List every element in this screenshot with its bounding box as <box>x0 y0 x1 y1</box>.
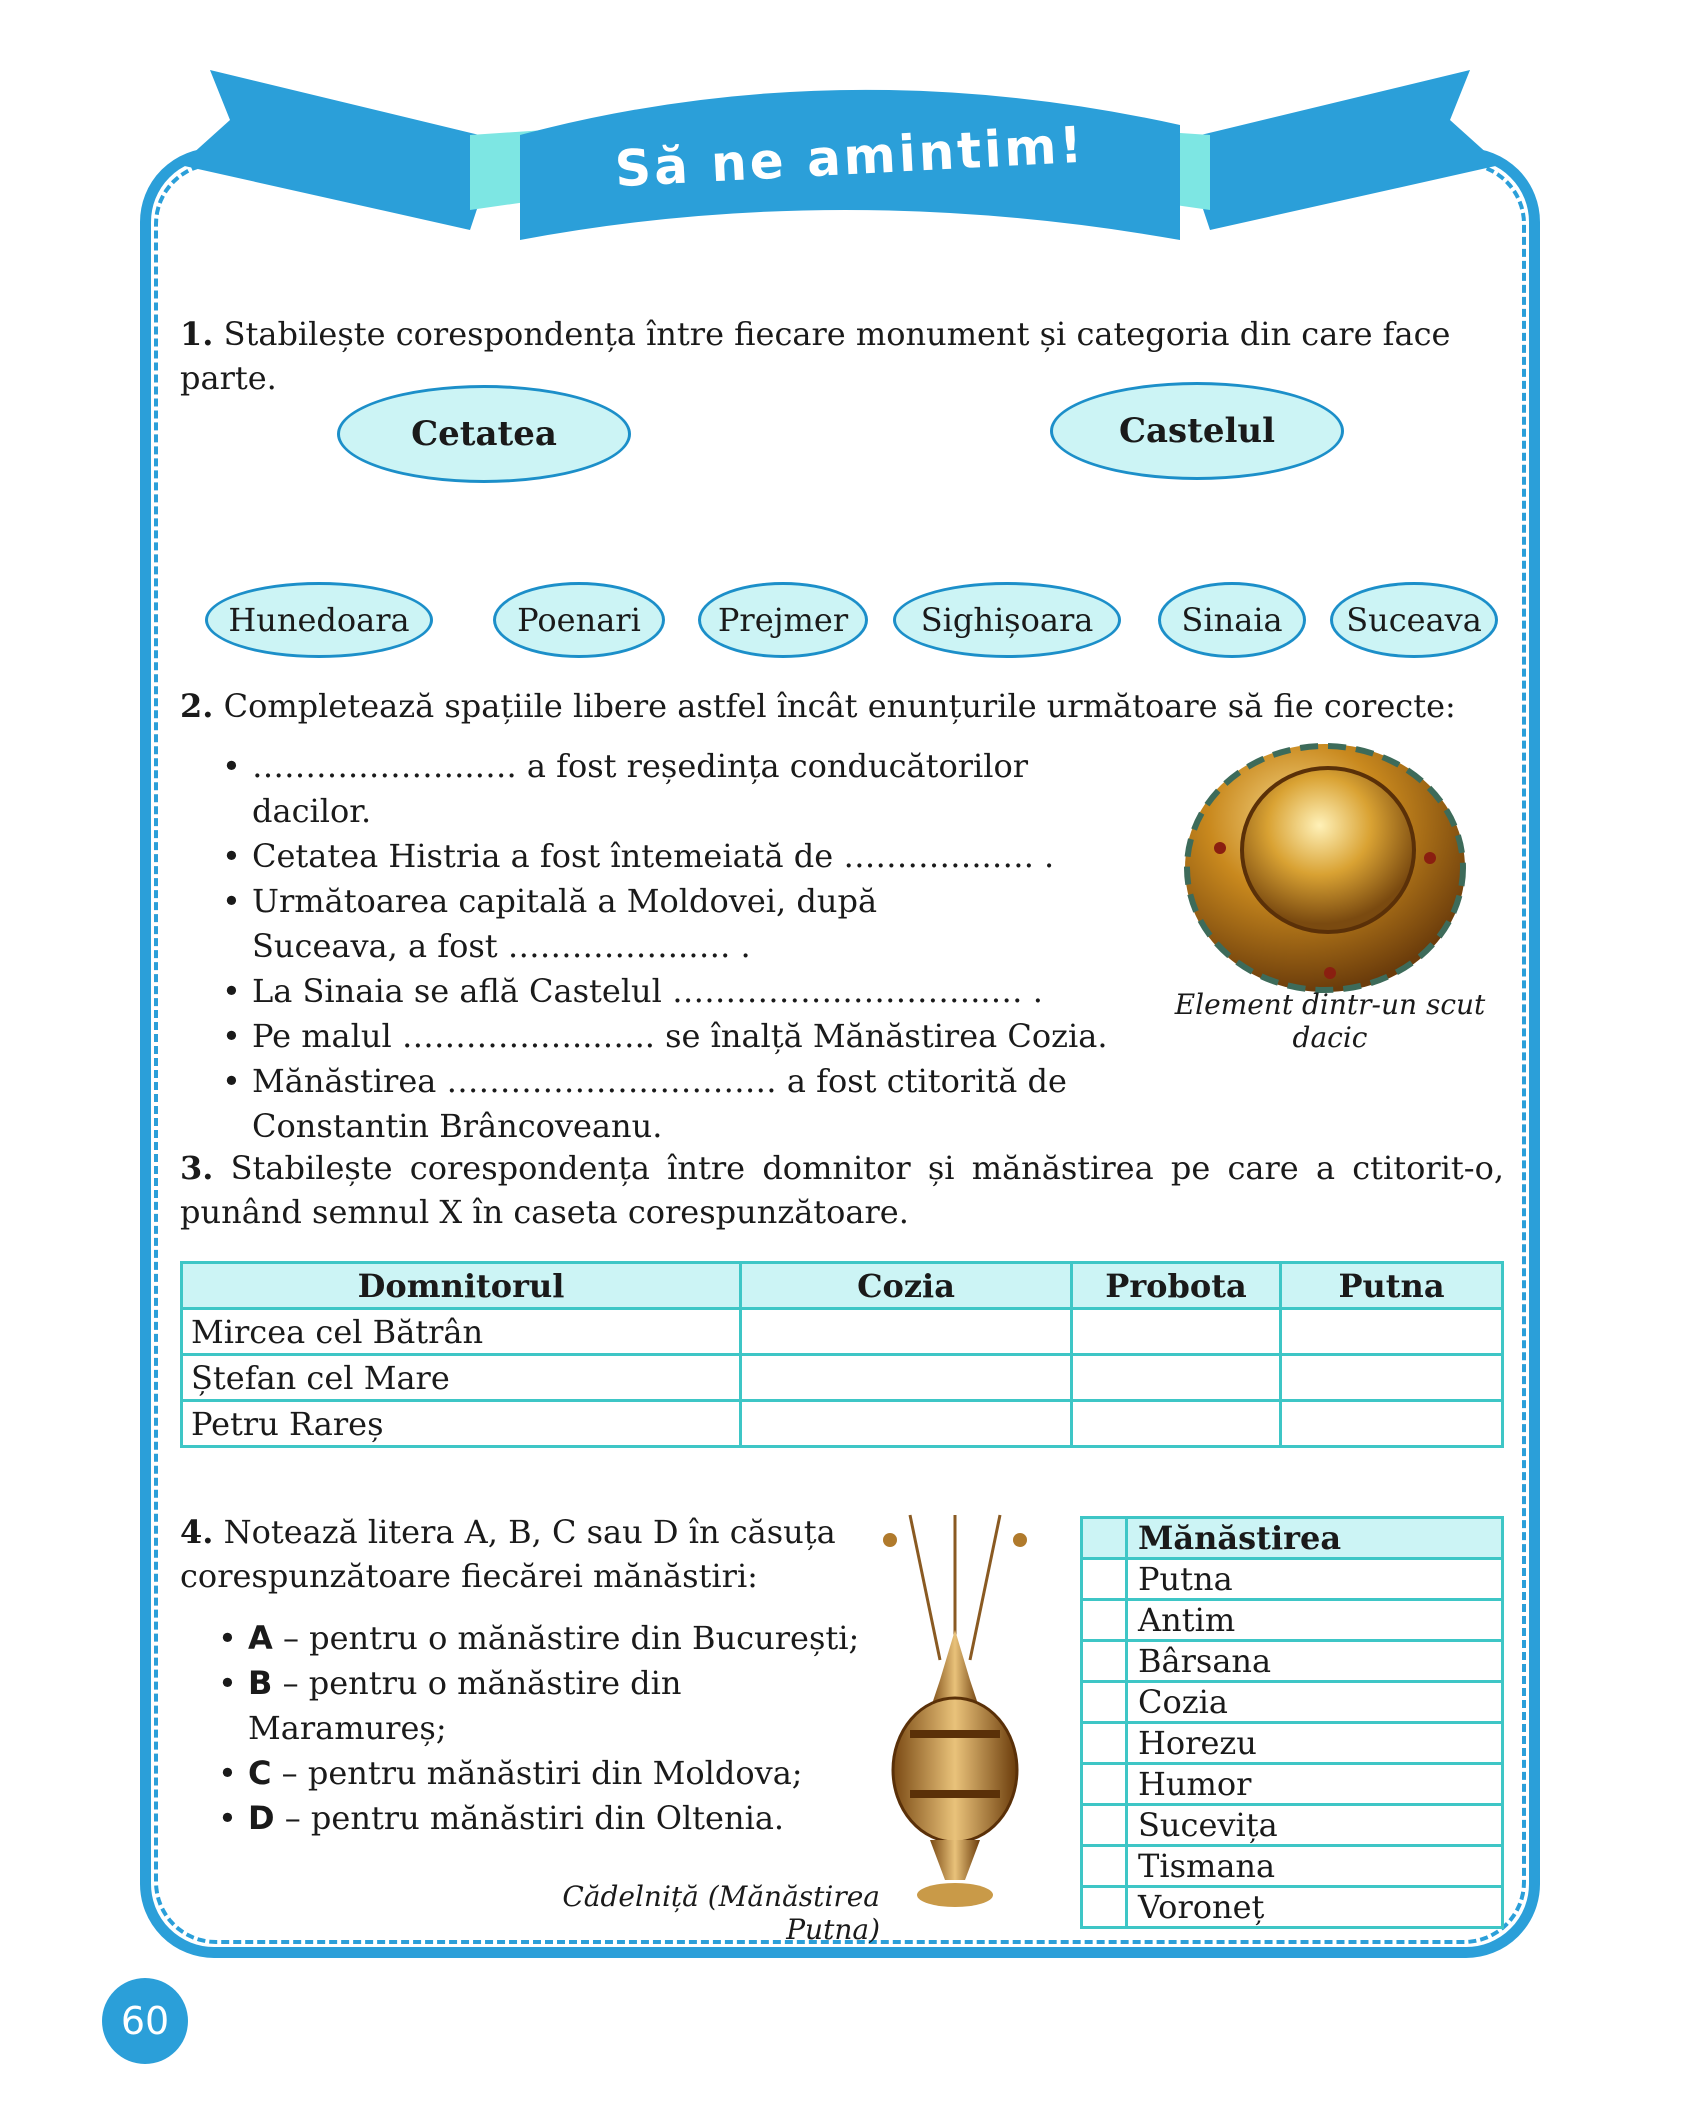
letter-box[interactable] <box>1082 1600 1127 1641</box>
column-header: Probota <box>1072 1263 1281 1309</box>
exercise-1 <box>180 312 1510 400</box>
ruler-monastery-table <box>180 1261 1504 1448</box>
exercise-3 <box>180 1146 1504 1234</box>
monastery-name: Antim <box>1127 1600 1503 1641</box>
monument-oval: Suceava <box>1330 582 1498 658</box>
category-oval-castelul: Castelul <box>1050 382 1344 480</box>
letter-box <box>1082 1518 1127 1559</box>
list-item: • Următoarea capitală a Moldovei, după Suceava, a fost ……………..…. . <box>222 879 1032 969</box>
ruler-name: Mircea cel Bătrân <box>182 1309 741 1355</box>
answer-cell[interactable] <box>1072 1309 1281 1355</box>
list-item: • ……….………..…. a fost reședința conducătorilor dacilor. <box>222 744 1142 834</box>
letter-box[interactable] <box>1082 1805 1127 1846</box>
exercise-number: 3. <box>180 1149 214 1187</box>
column-header: Putna <box>1281 1263 1503 1309</box>
page-title: Să ne amintim! <box>613 115 1087 199</box>
column-header: Cozia <box>741 1263 1072 1309</box>
table-row <box>182 1309 1503 1355</box>
option-item: • D – pentru mănăstiri din Oltenia. <box>218 1796 878 1841</box>
exercise-2 <box>180 684 1510 728</box>
answer-cell[interactable] <box>1072 1401 1281 1447</box>
table-row <box>182 1401 1503 1447</box>
monastery-name: Tismana <box>1127 1846 1503 1887</box>
exercise-text: Notează litera A, B, C sau D în căsuța corespunzătoare fiecărei mănăstiri: <box>180 1513 836 1595</box>
table-row <box>1082 1764 1503 1805</box>
list-item: • Mănăstirea ……………….………… a fost ctitorită de Constantin Brâncoveanu. <box>222 1059 1132 1149</box>
monastery-name: Voroneț <box>1127 1887 1503 1928</box>
answer-cell[interactable] <box>741 1355 1072 1401</box>
exercise-number: 2. <box>180 687 214 725</box>
exercise-4 <box>180 1510 840 1598</box>
monument-oval: Prejmer <box>698 582 868 658</box>
letter-box[interactable] <box>1082 1764 1127 1805</box>
fill-in-list <box>222 744 1142 1149</box>
table-header-row <box>182 1263 1503 1309</box>
letter-box[interactable] <box>1082 1559 1127 1600</box>
answer-cell[interactable] <box>1281 1401 1503 1447</box>
table-header-row <box>1082 1518 1503 1559</box>
monument-oval: Hunedoara <box>205 582 433 658</box>
answer-cell[interactable] <box>1281 1309 1503 1355</box>
list-item: • Pe malul ………….…...….. se înalță Mănăstirea Cozia. <box>222 1014 1142 1059</box>
ruler-name: Ștefan cel Mare <box>182 1355 741 1401</box>
table-row <box>182 1355 1503 1401</box>
table-row <box>1082 1559 1503 1600</box>
answer-cell[interactable] <box>741 1309 1072 1355</box>
letter-box[interactable] <box>1082 1641 1127 1682</box>
monument-oval: Sinaia <box>1158 582 1306 658</box>
letter-box[interactable] <box>1082 1723 1127 1764</box>
table-row <box>1082 1682 1503 1723</box>
list-item: • La Sinaia se află Castelul …………….…………..… . <box>222 969 1142 1014</box>
option-item: • C – pentru mănăstiri din Moldova; <box>218 1751 878 1796</box>
monastery-name: Bârsana <box>1127 1641 1503 1682</box>
list-item: • Cetatea Histria a fost întemeiată de …………..…. . <box>222 834 1142 879</box>
monument-oval: Poenari <box>493 582 665 658</box>
censer-image <box>870 1510 1040 1930</box>
letter-box[interactable] <box>1082 1846 1127 1887</box>
exercise-text: Stabilește corespondența între domnitor și mănăstirea pe care a ctitorit-o, punând semnul X în caseta corespunzătoare. <box>180 1149 1505 1231</box>
monastery-name: Sucevița <box>1127 1805 1503 1846</box>
censer-caption: Cădelniță (Mănăstirea Putna) <box>562 1880 880 1946</box>
monastery-name: Putna <box>1127 1559 1503 1600</box>
letter-box[interactable] <box>1082 1887 1127 1928</box>
exercise-number: 1. <box>180 315 214 353</box>
ruler-name: Petru Rareș <box>182 1401 741 1447</box>
category-oval-cetatea: Cetatea <box>337 385 631 483</box>
monastery-table <box>1080 1516 1504 1929</box>
column-header: Domnitorul <box>182 1263 741 1309</box>
table-row <box>1082 1641 1503 1682</box>
option-item: • A – pentru o mănăstire din București; <box>218 1616 878 1661</box>
dacian-shield-image <box>1180 738 1470 996</box>
monument-oval: Sighișoara <box>893 582 1121 658</box>
answer-cell[interactable] <box>741 1401 1072 1447</box>
table-row <box>1082 1805 1503 1846</box>
answer-cell[interactable] <box>1072 1355 1281 1401</box>
column-header: Mănăstirea <box>1127 1518 1503 1559</box>
monastery-name: Humor <box>1127 1764 1503 1805</box>
answer-cell[interactable] <box>1281 1355 1503 1401</box>
table-row <box>1082 1887 1503 1928</box>
table-row <box>1082 1846 1503 1887</box>
letter-options <box>218 1616 878 1841</box>
option-item: • B – pentru o mănăstire din Maramureș; <box>218 1661 878 1751</box>
page-number: 60 <box>102 1978 188 2064</box>
letter-box[interactable] <box>1082 1682 1127 1723</box>
table-row <box>1082 1723 1503 1764</box>
exercise-text: Completează spațiile libere astfel încât enunțurile următoare să fie corecte: <box>223 687 1456 725</box>
table-row <box>1082 1600 1503 1641</box>
shield-caption: Element dintr-un scut dacic <box>1174 988 1486 1054</box>
monastery-name: Cozia <box>1127 1682 1503 1723</box>
exercise-text: Stabilește corespondența între fiecare monument și categoria din care face parte. <box>180 315 1451 397</box>
exercise-number: 4. <box>180 1513 214 1551</box>
monastery-name: Horezu <box>1127 1723 1503 1764</box>
